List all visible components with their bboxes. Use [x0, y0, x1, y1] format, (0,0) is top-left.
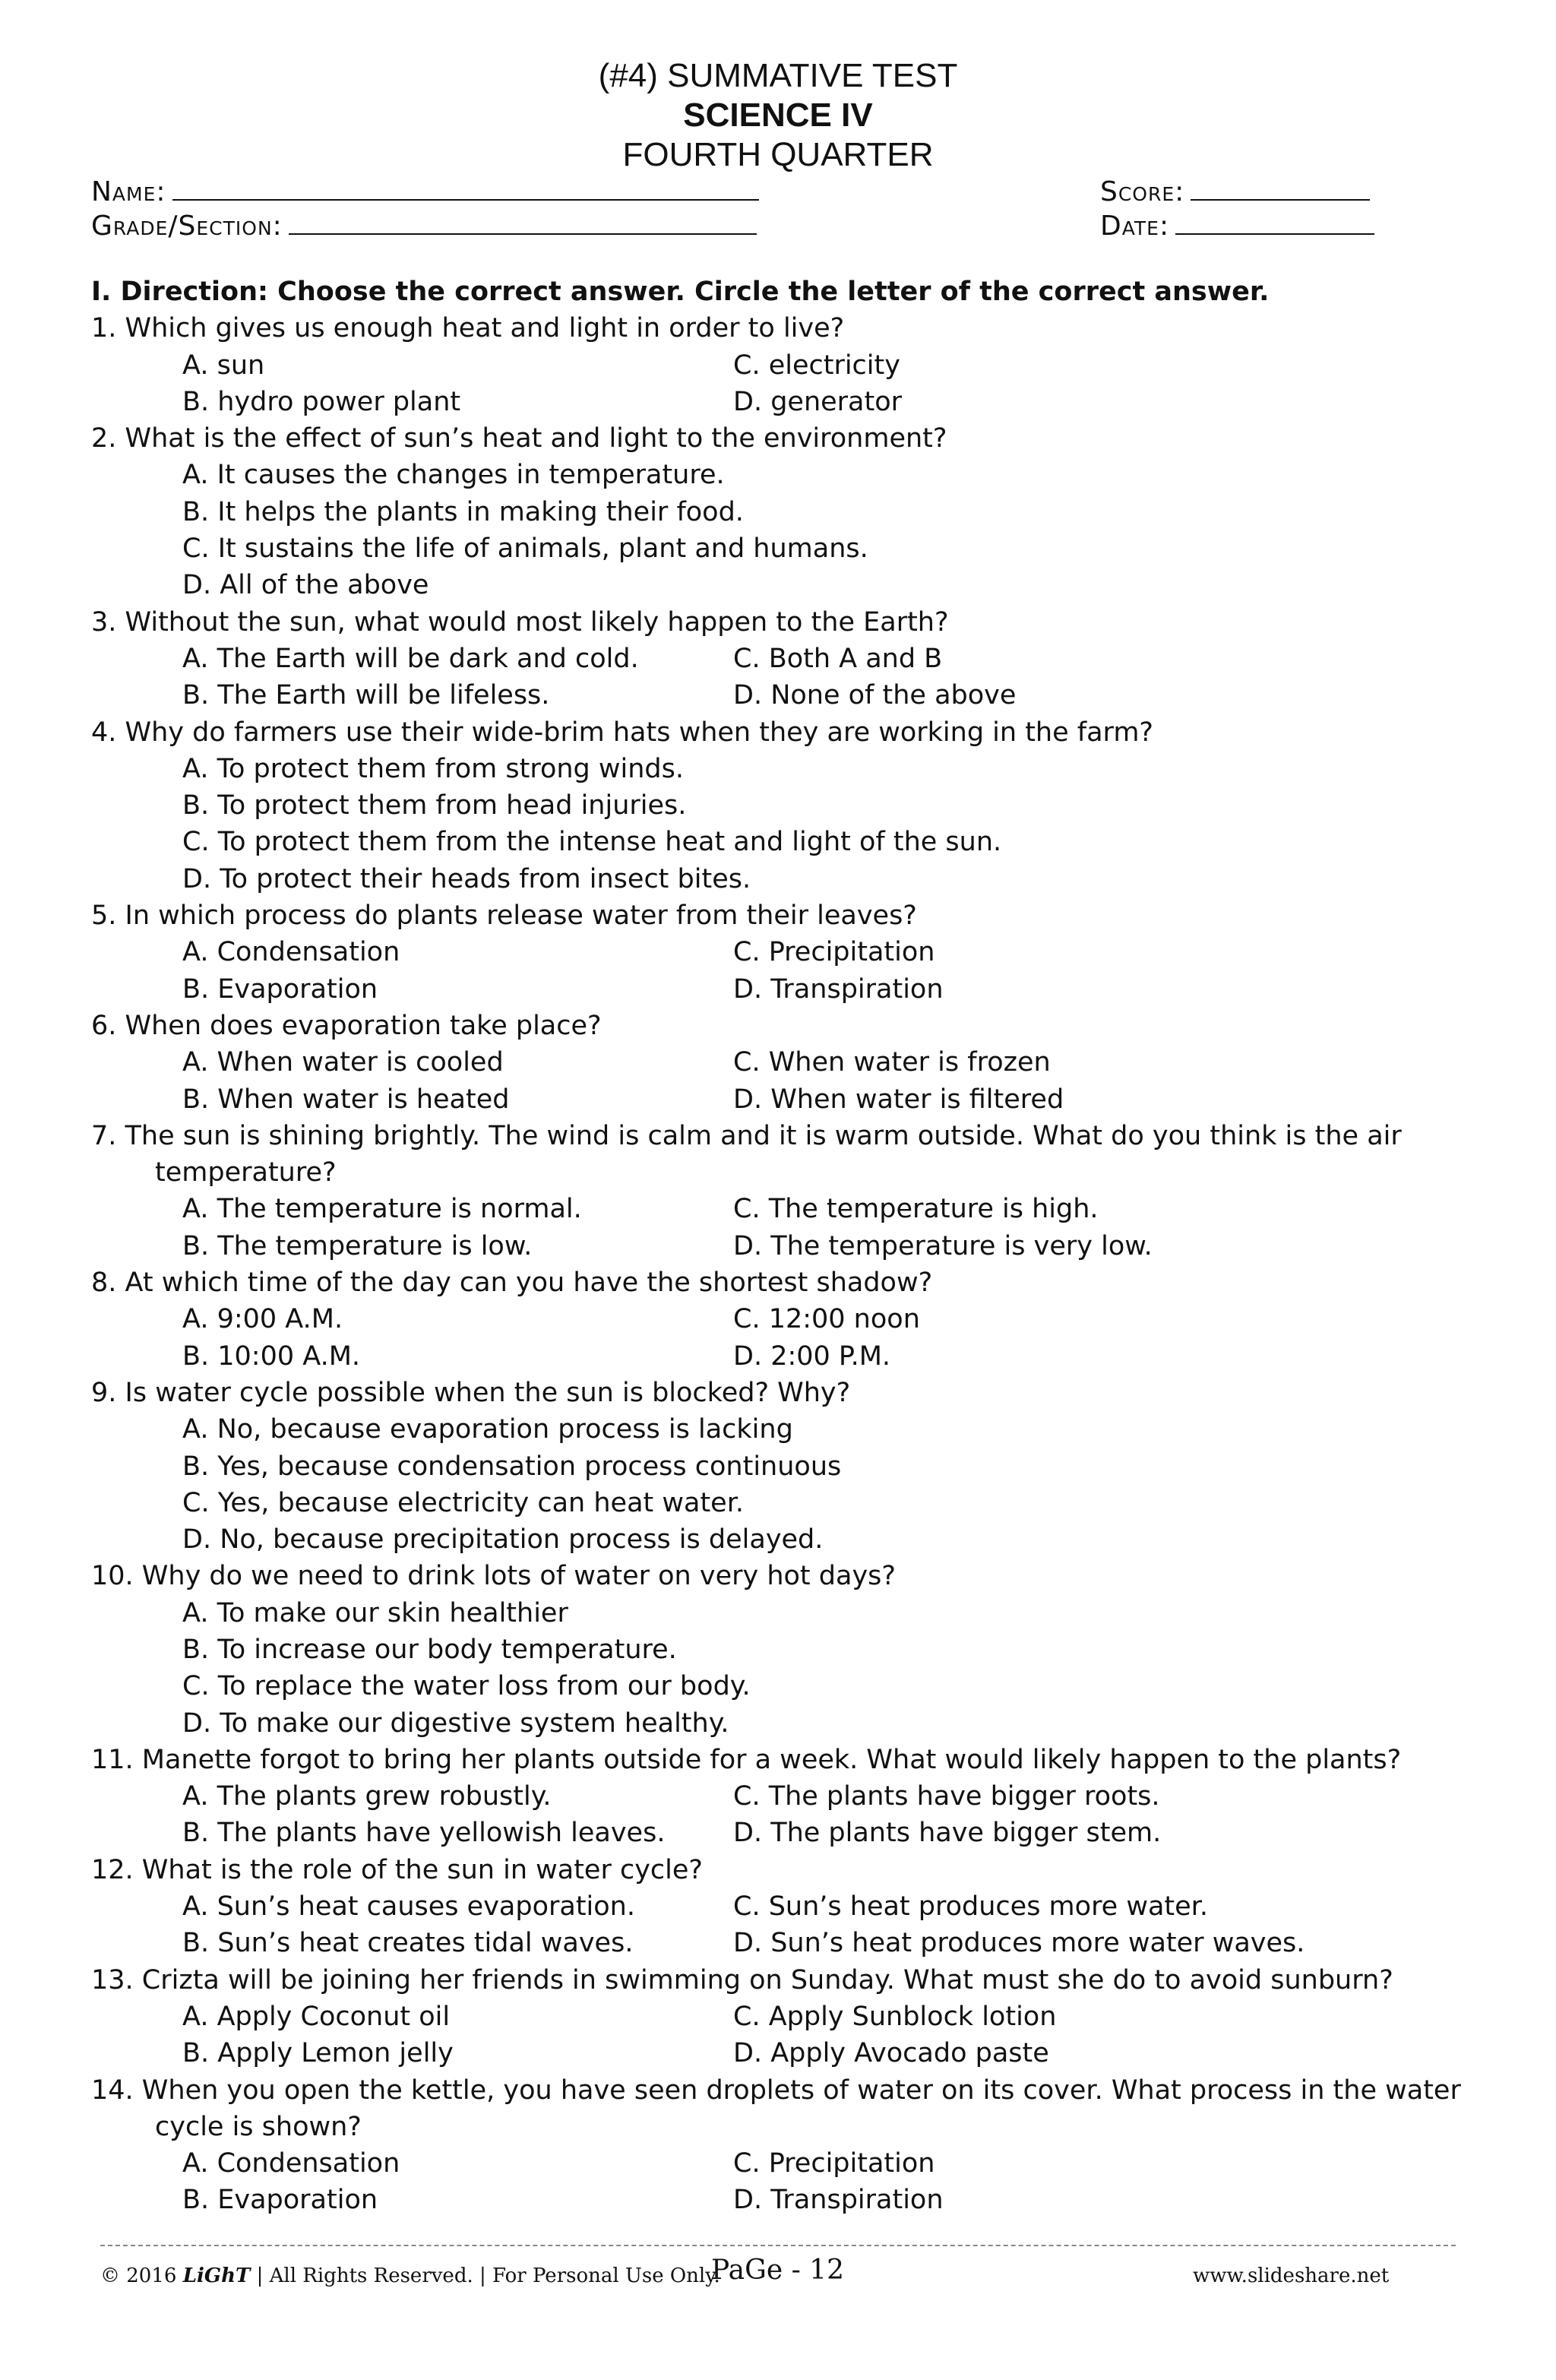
question-4-options [91, 751, 1489, 897]
answer-option-c[interactable]: C. It sustains the life of animals, plant and humans. [182, 533, 868, 565]
question-9: 9. Is water cycle possible when the sun is blocked? Why? [91, 1377, 851, 1408]
answer-option-b[interactable]: B. When water is heated [182, 1084, 510, 1115]
answer-option-d[interactable]: D. The plants have bigger stem. [733, 1818, 1162, 1849]
question-5: 5. In which process do plants release water from their leaves? [91, 900, 917, 932]
answer-option-c[interactable]: C. When water is frozen [733, 1047, 1051, 1078]
answer-option-c[interactable]: C. Both A and B [733, 643, 943, 674]
grade-section-field [91, 209, 757, 244]
answer-option-b[interactable]: B. Yes, because condensation process continuous [182, 1451, 842, 1482]
question-5-options [91, 934, 1489, 1008]
subject-title: SCIENCE IV [683, 97, 873, 134]
answer-option-d[interactable]: D. Sun’s heat produces more water waves. [733, 1928, 1305, 1959]
answer-option-d[interactable]: D. None of the above [733, 680, 1017, 711]
answer-option-d[interactable]: D. Transpiration [733, 2185, 944, 2216]
answer-option-a[interactable]: A. Apply Coconut oil [182, 2001, 451, 2032]
question-10-options [91, 1595, 1489, 1742]
answer-option-c[interactable]: C. The plants have bigger roots. [733, 1781, 1160, 1812]
grade-section-label: Grade/Section: [91, 210, 283, 242]
name-blank-line[interactable] [172, 176, 759, 201]
answer-option-a[interactable]: A. The plants grew robustly. [182, 1781, 552, 1812]
answer-option-b[interactable]: B. To increase our body temperature. [182, 1634, 677, 1665]
answer-option-b[interactable]: B. To protect them from head injuries. [182, 790, 687, 821]
answer-option-c[interactable]: C. electricity [733, 350, 900, 381]
question-14: 14. When you open the kettle, you have seen droplets of water on its cover. What process in the water cycle is shown? [91, 2075, 1461, 2142]
question-12-options [91, 1888, 1489, 1962]
question-3: 3. Without the sun, what would most likely happen to the Earth? [91, 606, 949, 638]
question-7: 7. The sun is shining brightly. The wind is calm and it is warm outside. What do you think is the air temperature? [91, 1120, 1402, 1188]
answer-option-a[interactable]: A. No, because evaporation process is lacking [182, 1414, 793, 1445]
answer-option-d[interactable]: D. 2:00 P.M. [733, 1340, 891, 1372]
answer-option-a[interactable]: A. It causes the changes in temperature. [182, 460, 725, 491]
direction-text: I. Direction: Choose the correct answer. Circle the letter of the correct answer. [91, 277, 1270, 307]
score-label: Score: [1100, 176, 1185, 207]
answer-option-c[interactable]: C. Precipitation [733, 2148, 935, 2179]
answer-option-d[interactable]: D. No, because precipitation process is delayed. [182, 1524, 824, 1556]
answer-option-c[interactable]: C. Precipitation [733, 937, 935, 968]
question-13: 13. Crizta will be joining her friends in swimming on Sunday. What must she do to avoid sunburn? [91, 1964, 1393, 1995]
question-8-options [91, 1301, 1489, 1375]
name-field [91, 175, 759, 210]
answer-option-a[interactable]: A. Condensation [182, 937, 400, 968]
grade-section-blank-line[interactable] [289, 210, 757, 235]
question-14-options [91, 2145, 1489, 2219]
score-field [1100, 175, 1370, 210]
question-11: 11. Manette forgot to bring her plants outside for a week. What would likely happen to the plants? [91, 1744, 1402, 1775]
name-label: Name: [91, 176, 166, 207]
copyright-text: © 2016 [100, 2264, 177, 2287]
question-12: 12. What is the role of the sun in water cycle? [91, 1854, 703, 1885]
answer-option-b[interactable]: B. Evaporation [182, 2185, 378, 2216]
answer-option-a[interactable]: A. The temperature is normal. [182, 1194, 582, 1225]
answer-option-b[interactable]: B. Sun’s heat creates tidal waves. [182, 1928, 634, 1959]
answer-option-d[interactable]: D. generator [733, 386, 903, 417]
question-1-options [91, 347, 1489, 421]
question-2: 2. What is the effect of sun’s heat and light to the environment? [91, 423, 947, 454]
rights-text: | All Rights Reserved. | For Personal Use Only. [250, 2264, 720, 2287]
answer-option-a[interactable]: A. sun [182, 350, 265, 381]
answer-option-c[interactable]: C. The temperature is high. [733, 1194, 1099, 1225]
date-blank-line[interactable] [1175, 210, 1374, 235]
answer-option-b[interactable]: B. The temperature is low. [182, 1230, 533, 1261]
question-6: 6. When does evaporation take place? [91, 1010, 602, 1041]
question-3-options [91, 641, 1489, 714]
answer-option-b[interactable]: B. Evaporation [182, 973, 378, 1005]
question-10: 10. Why do we need to drink lots of water on very hot days? [91, 1561, 896, 1592]
website-url: www.slideshare.net [1193, 2264, 1390, 2287]
answer-option-c[interactable]: C. To replace the water loss from our body. [182, 1671, 751, 1702]
answer-option-c[interactable]: C. Apply Sunblock lotion [733, 2001, 1057, 2032]
answer-option-d[interactable]: D. Transpiration [733, 973, 944, 1005]
answer-option-b[interactable]: B. Apply Lemon jelly [182, 2038, 454, 2069]
quarter-title: FOURTH QUARTER [622, 136, 934, 173]
answer-option-a[interactable]: A. When water is cooled [182, 1047, 504, 1078]
brand-name: LiGhT [182, 2264, 251, 2287]
question-13-options [91, 1999, 1489, 2072]
answer-option-b[interactable]: B. hydro power plant [182, 386, 461, 417]
score-blank-line[interactable] [1191, 176, 1370, 201]
question-7-options [91, 1191, 1489, 1264]
question-9-options [91, 1411, 1489, 1558]
question-4: 4. Why do farmers use their wide-brim hats when they are working in the farm? [91, 717, 1153, 748]
footer-divider [100, 2245, 1456, 2246]
answer-option-b[interactable]: B. It helps the plants in making their food. [182, 496, 744, 527]
answer-option-a[interactable]: A. Condensation [182, 2148, 400, 2179]
answer-option-c[interactable]: C. 12:00 noon [733, 1304, 920, 1335]
question-list [91, 274, 1489, 2219]
answer-option-c[interactable]: C. To protect them from the intense heat and light of the sun. [182, 827, 1002, 858]
answer-option-a[interactable]: A. 9:00 A.M. [182, 1304, 343, 1335]
answer-option-d[interactable]: D. To protect their heads from insect bites. [182, 863, 751, 894]
answer-option-a[interactable]: A. Sun’s heat causes evaporation. [182, 1891, 635, 1923]
answer-option-a[interactable]: A. To make our skin healthier [182, 1597, 568, 1628]
answer-option-c[interactable]: C. Yes, because electricity can heat water. [182, 1487, 744, 1518]
question-11-options [91, 1778, 1489, 1852]
answer-option-d[interactable]: D. All of the above [182, 570, 429, 601]
test-title: (#4) SUMMATIVE TEST [598, 57, 958, 94]
answer-option-a[interactable]: A. The Earth will be dark and cold. [182, 643, 639, 674]
question-1: 1. Which gives us enough heat and light in order to live? [91, 313, 845, 344]
answer-option-b[interactable]: B. The Earth will be lifeless. [182, 680, 550, 711]
question-2-options [91, 457, 1489, 603]
date-label: Date: [1100, 210, 1170, 242]
date-field [1100, 209, 1374, 244]
answer-option-d[interactable]: D. When water is filtered [733, 1084, 1064, 1115]
answer-option-c[interactable]: C. Sun’s heat produces more water. [733, 1891, 1208, 1923]
answer-option-b[interactable]: B. The plants have yellowish leaves. [182, 1818, 666, 1849]
footer-copyright [100, 2261, 720, 2291]
question-8: 8. At which time of the day can you have the shortest shadow? [91, 1268, 933, 1299]
question-6-options [91, 1044, 1489, 1118]
answer-option-d[interactable]: D. Apply Avocado paste [733, 2038, 1049, 2069]
page-number: PaGe - 12 [711, 2255, 844, 2286]
answer-option-b[interactable]: B. 10:00 A.M. [182, 1340, 361, 1372]
answer-option-d[interactable]: D. To make our digestive system healthy. [182, 1707, 729, 1739]
answer-option-d[interactable]: D. The temperature is very low. [733, 1230, 1153, 1261]
answer-option-a[interactable]: A. To protect them from strong winds. [182, 753, 685, 784]
